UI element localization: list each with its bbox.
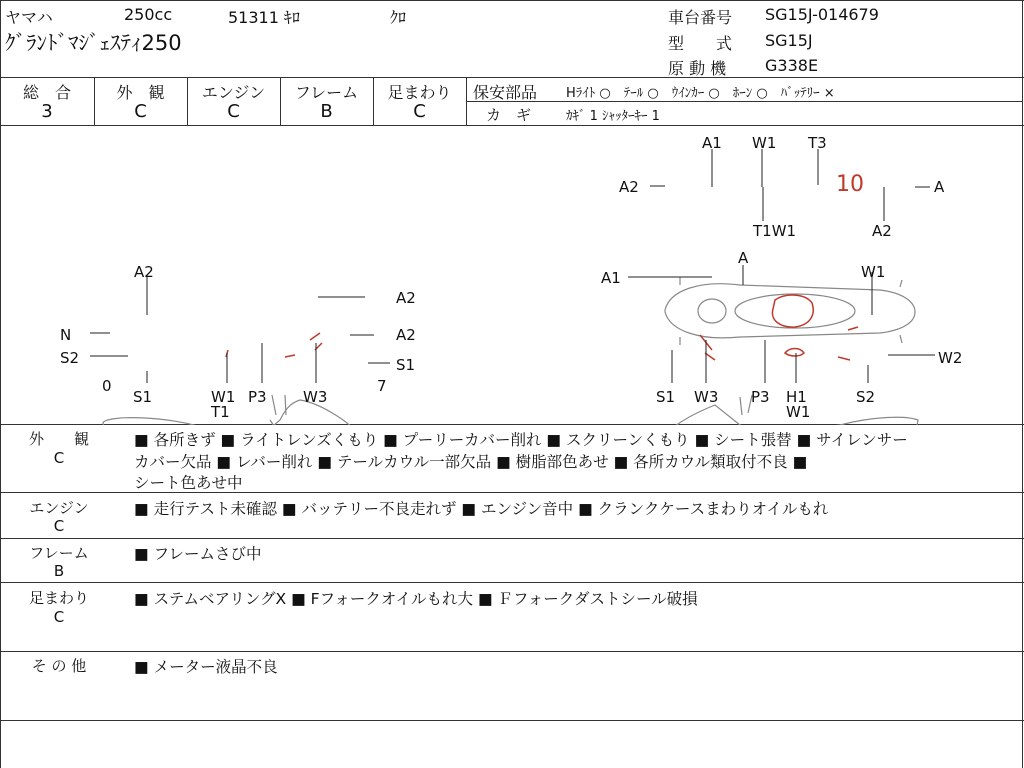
line-engine — [0, 538, 1024, 539]
label-top-t3: T3 — [808, 134, 827, 152]
key-value: ｶｷﾞ 1 ｼｬｯﾀｰｷｰ 1 — [566, 109, 660, 124]
score-exterior-value: C — [134, 101, 147, 122]
maker: ヤマハ — [5, 8, 53, 27]
remarks-frame-line1: ■ フレームさび中 — [134, 545, 262, 563]
score-engine-label: エンジン — [201, 83, 266, 102]
label-right-w2: W2 — [938, 349, 963, 367]
score-total-label: 総 合 — [22, 83, 71, 102]
remarks-exterior-grade: C — [53, 449, 65, 467]
label-top-a1: A1 — [702, 134, 722, 152]
line-other — [0, 720, 1024, 721]
label-left-w1: W1 — [211, 388, 236, 406]
label-left-s1-rear: S1 — [133, 388, 153, 406]
frame-no-label: 車台番号 — [668, 8, 733, 27]
score-frame-label: フレーム — [294, 83, 359, 102]
remarks-engine-label: エンジン — [29, 499, 89, 517]
mileage: 51311 ｷﾛ — [228, 8, 300, 27]
label-right-w3: W3 — [694, 388, 719, 406]
label-right-a: A — [738, 249, 749, 267]
score-suspension-label: 足まわり — [387, 83, 452, 102]
engine-value: G338E — [765, 56, 819, 75]
line-safety-split — [466, 101, 1022, 102]
label-right-s2: S2 — [856, 388, 876, 406]
score-sep — [466, 77, 467, 125]
label-top-t1w1: T1W1 — [753, 222, 797, 240]
color: ｸﾛ — [390, 8, 407, 27]
engine-label: 原 動 機 — [668, 59, 727, 78]
label-right-p3: P3 — [751, 388, 770, 406]
border-top — [0, 0, 1024, 1]
label-right-s1: S1 — [656, 388, 676, 406]
remarks-exterior-label: 外 観 — [28, 430, 89, 448]
score-engine-value: C — [227, 101, 240, 122]
label-left-p3: P3 — [248, 388, 267, 406]
line-suspension — [0, 651, 1024, 652]
label-left-7: 7 — [377, 377, 387, 395]
remarks-exterior-line1: ■ 各所きず ■ ライトレンズくもり ■ プーリーカバー削れ ■ スクリーンくもり ■ シート張替 ■ サイレンサー — [134, 431, 908, 449]
safety-label: 保安部品 — [473, 83, 538, 102]
remarks-frame-label: フレーム — [29, 544, 89, 562]
remarks-exterior-line3: シート色あせ中 — [134, 474, 243, 492]
line-frame — [0, 582, 1024, 583]
label-right-w1-top: W1 — [861, 263, 886, 281]
displacement: 250cc — [124, 5, 173, 24]
remarks-suspension-line1: ■ ステムベアリングX ■ Fフォークオイルもれ大 ■ Ｆフォークダストシール破損 — [134, 590, 698, 608]
label-left-a2-cowl: A2 — [396, 289, 416, 307]
label-left-s2: S2 — [60, 349, 80, 367]
label-left-t1: T1 — [211, 403, 230, 421]
label-left-s1-front: S1 — [396, 356, 416, 374]
line-header — [0, 77, 1024, 78]
type-label: 型 式 — [668, 34, 733, 53]
frame-no: SG15J-014679 — [765, 5, 879, 24]
remarks-suspension-label: 足まわり — [28, 589, 89, 607]
label-left-w3: W3 — [303, 388, 328, 406]
label-top-a2-left: A2 — [619, 178, 639, 196]
remarks-other-label: そ の 他 — [31, 657, 87, 675]
scooter-top-outline — [665, 284, 915, 338]
label-right-h1: H1 — [786, 388, 807, 406]
remarks-engine-grade: C — [53, 517, 65, 535]
label-left-a2-front: A2 — [396, 326, 416, 344]
score-exterior-label: 外 観 — [116, 83, 165, 102]
label-right-w1-bottom: W1 — [786, 403, 811, 421]
label-top-a: A — [934, 178, 945, 196]
score-suspension-value: C — [413, 101, 426, 122]
label-left-a2-top: A2 — [134, 263, 154, 281]
label-top-a2-right: A2 — [872, 222, 892, 240]
score-total-value: 3 — [41, 101, 53, 122]
remarks-exterior-line2: カバー欠品 ■ レバー削れ ■ テールカウル一部欠品 ■ 樹脂部色あせ ■ 各所カウル類取付不良 ■ — [134, 453, 808, 471]
remarks-other-line1: ■ メーター液晶不良 — [134, 658, 278, 676]
remarks-frame-grade: B — [53, 562, 65, 580]
key-label: カ ギ — [486, 106, 532, 124]
handwritten-note: 10 — [836, 172, 864, 197]
label-top-w1: W1 — [752, 134, 777, 152]
remarks-engine-line1: ■ 走行テスト未確認 ■ バッテリー不良走れず ■ エンジン音中 ■ クランクケースまわりオイルもれ — [134, 500, 829, 518]
type-value: SG15J — [765, 31, 813, 50]
safety-items: Hﾗｲﾄ ○ ﾃｰﾙ ○ ｳｲﾝｶｰ ○ ﾎｰﾝ ○ ﾊﾞｯﾃﾘｰ × — [566, 86, 835, 101]
model-name: ｸﾞﾗﾝﾄﾞﾏｼﾞｪｽﾃｨ250 — [5, 31, 182, 55]
label-left-0: 0 — [102, 377, 112, 395]
score-frame-value: B — [320, 101, 333, 122]
label-left-n: N — [60, 326, 72, 344]
label-right-a1: A1 — [601, 269, 621, 287]
remarks-suspension-grade: C — [53, 608, 65, 626]
